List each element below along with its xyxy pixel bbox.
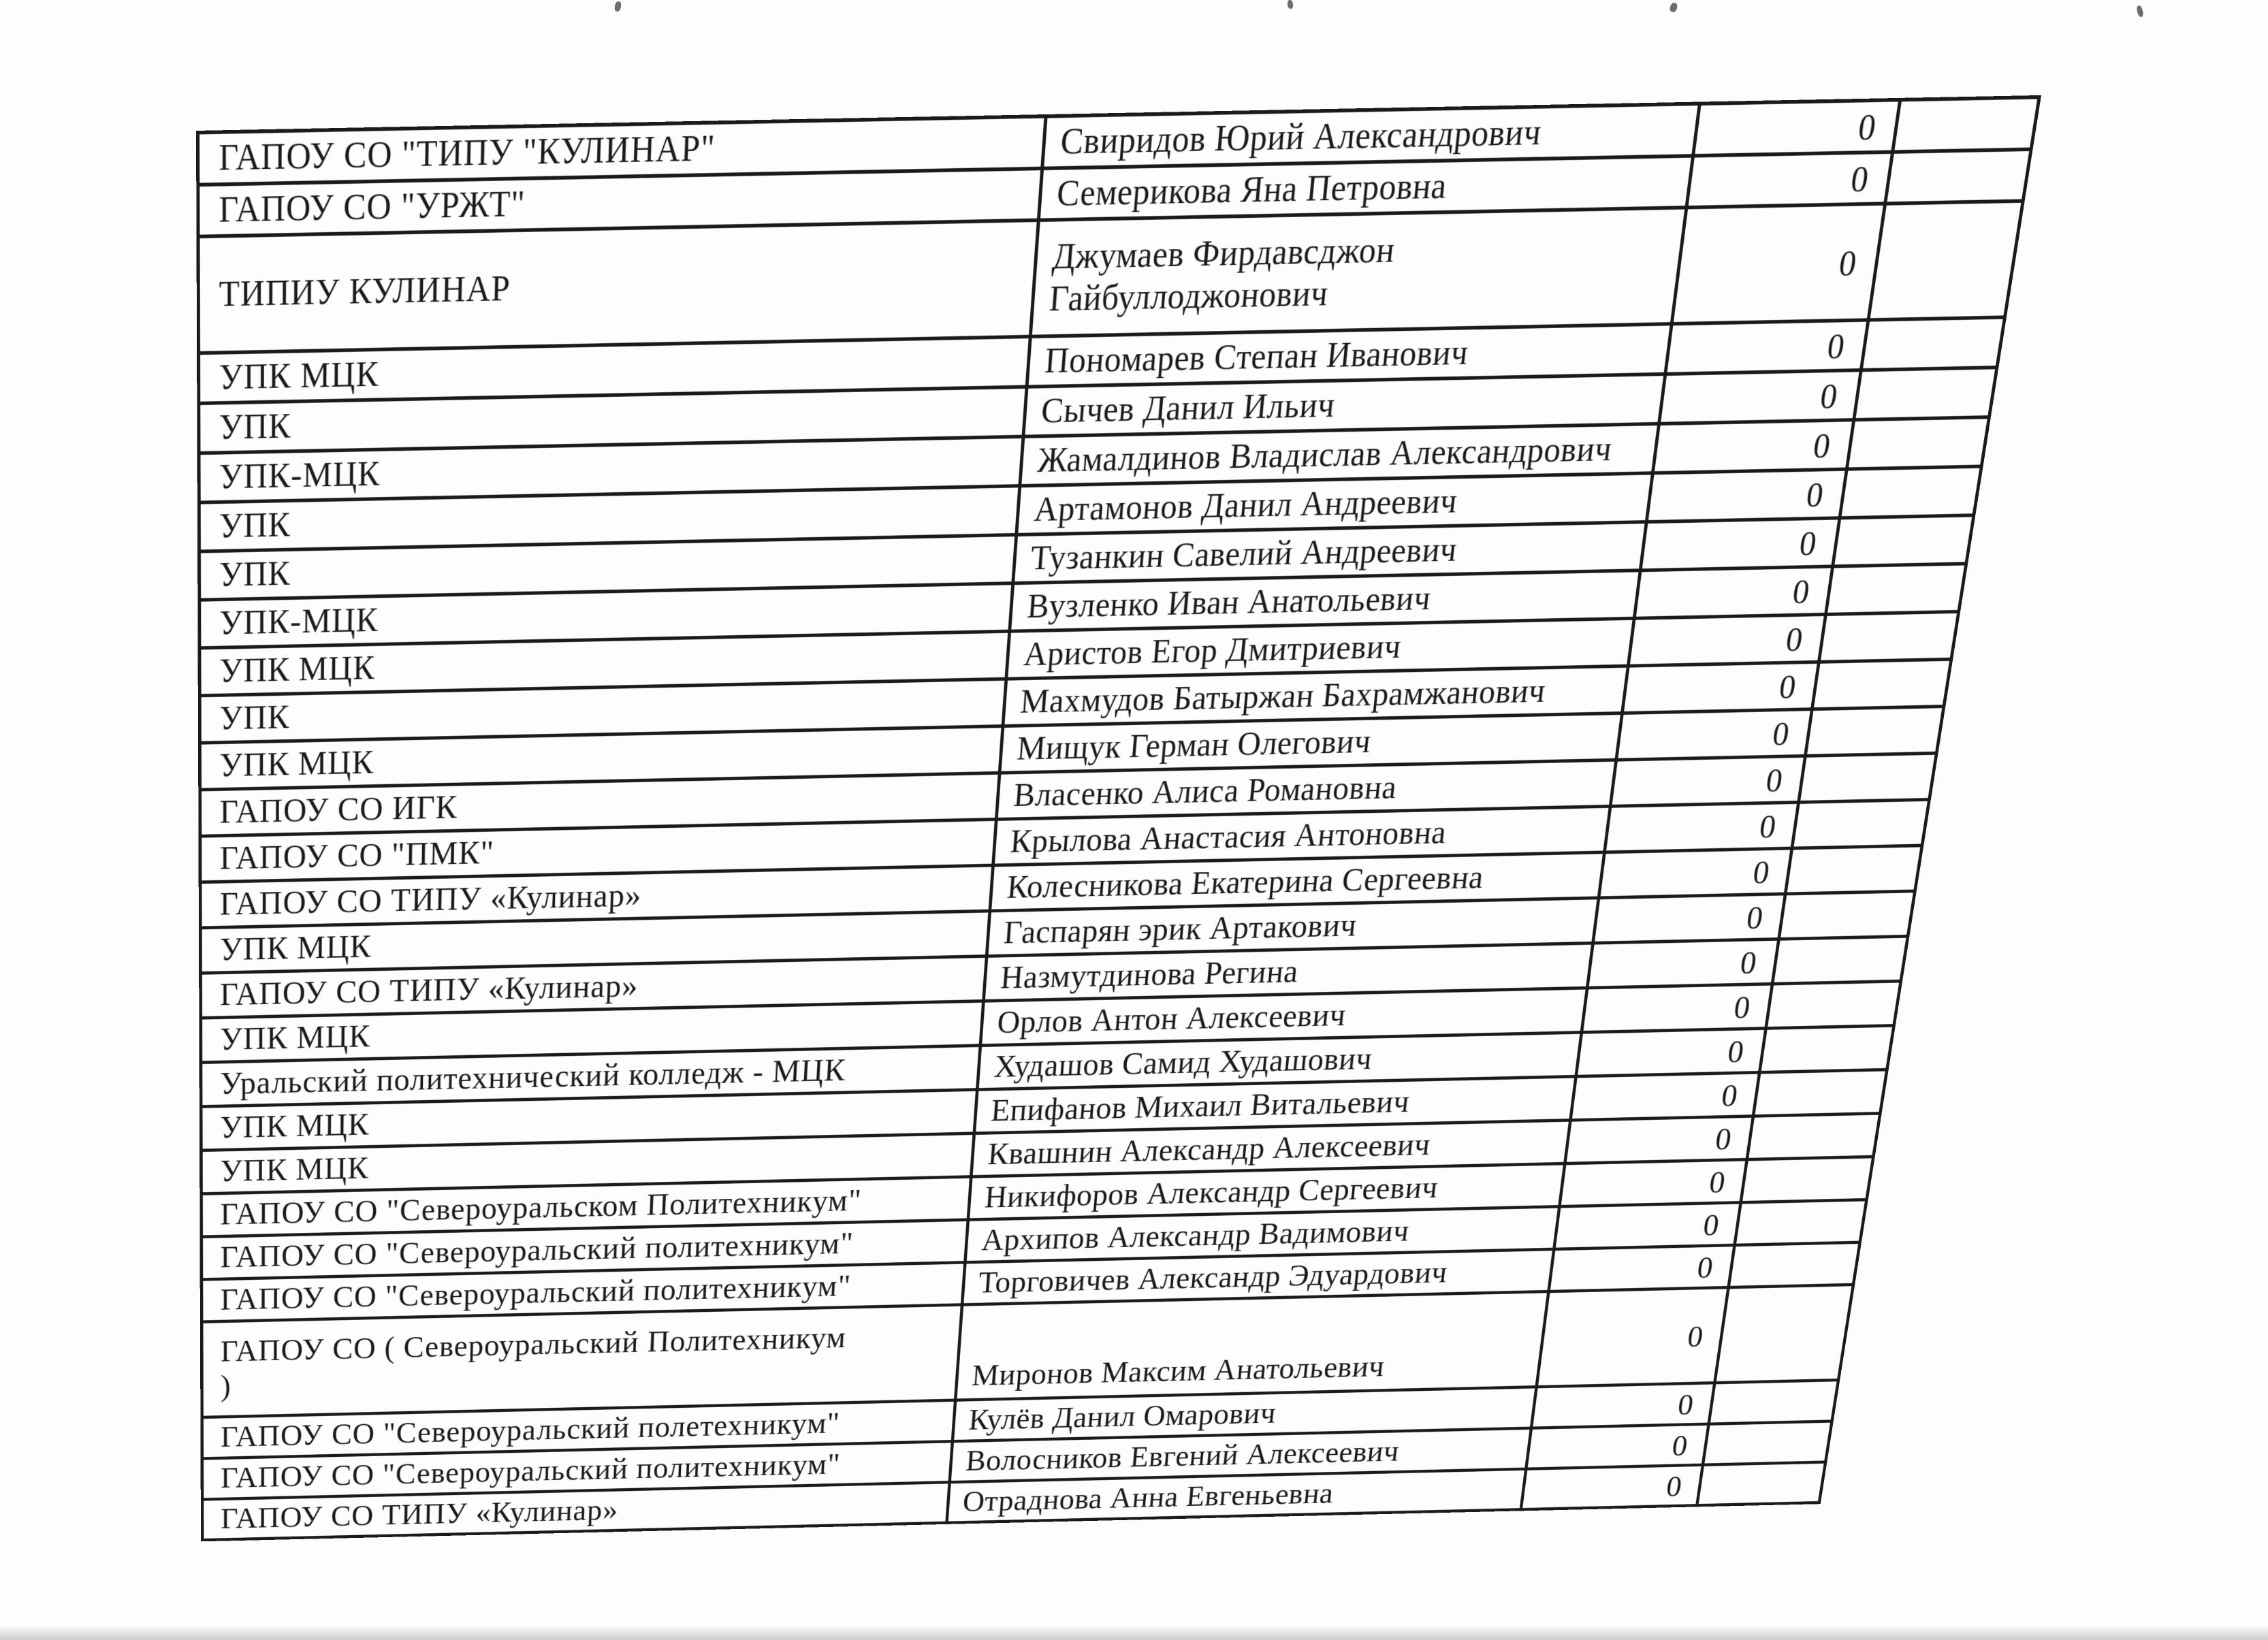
- scan-speck: [2136, 5, 2144, 17]
- empty-cell: [1833, 515, 1974, 566]
- score-cell: 0: [1559, 1159, 1746, 1206]
- organization-cell: ТИПИУ КУЛИНАР: [198, 220, 1038, 353]
- organization-cell: УПК: [199, 387, 1027, 453]
- empty-cell: [1709, 1380, 1838, 1424]
- empty-cell: [1785, 846, 1922, 894]
- participant-cell: Свиридов Юрий Александрович: [1042, 103, 1700, 168]
- score-cell: 0: [1521, 1465, 1703, 1510]
- score-cell: 0: [1646, 469, 1847, 522]
- empty-cell: [1799, 753, 1937, 802]
- participant-cell: Орлов Антон Алексеевич: [980, 988, 1587, 1046]
- scan-speck: [1669, 2, 1678, 13]
- participant-cell: Власенко Алиса Романовна: [996, 760, 1616, 819]
- score-cell: 0: [1565, 1116, 1753, 1163]
- empty-cell: [1703, 1421, 1832, 1465]
- participant-cell: Волосников Евгений Алексеевич: [950, 1428, 1531, 1483]
- empty-cell: [1792, 799, 1930, 848]
- organization-cell: ГАПОУ СО "ТИПУ "КУЛИНАР": [198, 116, 1047, 185]
- score-cell: 0: [1582, 984, 1772, 1032]
- organization-cell: ГАПОУ СО "Североуральский полетехникум": [202, 1400, 956, 1459]
- empty-cell: [1861, 317, 2005, 370]
- participant-cell: Архипов Александр Вадимович: [965, 1206, 1559, 1262]
- organization-cell: УПК МЦК: [199, 631, 1010, 696]
- organization-cell: ГАПОУ СО "Североуральский политехникум": [202, 1441, 953, 1499]
- empty-cell: [1840, 466, 1981, 518]
- score-cell: 0: [1616, 709, 1812, 760]
- organization-cell: УПК МЦК: [201, 1001, 984, 1062]
- score-cell: 0: [1554, 1202, 1740, 1249]
- participant-cell: Колесникова Екатерина Сергеевна: [990, 852, 1605, 911]
- organization-cell: УПК МЦК: [201, 1089, 977, 1150]
- score-cell: 0: [1665, 320, 1868, 374]
- participant-cell: Мищук Герман Олегович: [1000, 713, 1622, 773]
- participant-cell: Сычев Данил Ильич: [1023, 374, 1665, 436]
- score-cell: 0: [1659, 370, 1862, 424]
- table-body: [198, 97, 2040, 1540]
- empty-cell: [1779, 891, 1915, 939]
- scan-speck: [614, 1, 622, 12]
- score-cell: 0: [1652, 420, 1853, 473]
- organization-cell: УПК МЦК: [200, 911, 990, 973]
- organization-cell: УПК МЦК: [201, 1133, 974, 1194]
- score-cell: 0: [1537, 1287, 1729, 1387]
- empty-cell: [1759, 1025, 1894, 1072]
- participant-cell: Епифанов Михаил Витальевич: [974, 1076, 1576, 1133]
- empty-cell: [1885, 149, 2031, 204]
- score-cell: 0: [1672, 204, 1885, 324]
- participant-cell: Аристов Егор Дмитриевич: [1006, 618, 1634, 679]
- participant-cell: Назмутдинова Регина: [983, 943, 1593, 1001]
- organization-cell: ГАПОУ СО ТИПУ «Кулинар»: [200, 865, 993, 928]
- participant-cell: Семерикова Яна Петровна: [1038, 156, 1693, 220]
- score-cell: 0: [1599, 848, 1792, 898]
- participant-cell: Отраднова Анна Евгеньевна: [946, 1469, 1526, 1523]
- score-cell: 0: [1576, 1029, 1766, 1077]
- participant-cell: Никифоров Александр Сергеевич: [968, 1163, 1565, 1220]
- score-cell: 0: [1526, 1424, 1708, 1469]
- organization-cell: УПК-МЦК: [199, 583, 1013, 648]
- results-table: [196, 95, 2041, 1541]
- participant-cell: Худашов Самид Худашович: [977, 1032, 1582, 1089]
- empty-cell: [1893, 97, 2039, 152]
- score-cell: 0: [1693, 100, 1900, 156]
- participant-cell: Вузленко Иван Анатольевич: [1010, 570, 1640, 631]
- score-cell: 0: [1593, 894, 1786, 943]
- scan-bottom-shadow: [0, 1625, 2268, 1640]
- score-cell: 0: [1634, 566, 1832, 618]
- organization-cell: Уральский политехнический колледж - МЦК: [201, 1046, 980, 1107]
- participant-cell: Тузанкин Савелий Андреевич: [1013, 522, 1646, 583]
- empty-cell: [1847, 417, 1989, 469]
- empty-cell: [1812, 659, 1951, 709]
- organization-cell: ГАПОУ СО "ПМК": [200, 819, 996, 882]
- score-cell: 0: [1531, 1383, 1714, 1428]
- empty-cell: [1729, 1242, 1860, 1287]
- score-cell: 0: [1622, 662, 1819, 713]
- participant-cell: Артамонов Данил Андреевич: [1017, 473, 1653, 535]
- empty-cell: [1753, 1070, 1887, 1116]
- participant-cell: Махмудов Батыржан Бахрамжанович: [1003, 666, 1628, 726]
- score-cell: 0: [1587, 939, 1778, 988]
- empty-cell: [1825, 564, 1966, 615]
- organization-cell: УПК: [199, 679, 1006, 743]
- participant-cell: Торговичев Александр Эдуардович: [962, 1249, 1554, 1305]
- empty-cell: [1714, 1285, 1853, 1383]
- scan-speck: [1287, 0, 1294, 9]
- score-cell: 0: [1570, 1072, 1759, 1120]
- participant-cell: Крылова Анастасия Антоновна: [993, 806, 1611, 865]
- organization-cell: ГАПОУ СО "Североуральский политехникум": [202, 1262, 965, 1321]
- organization-cell: УПК МЦК: [199, 726, 1003, 790]
- empty-cell: [1819, 611, 1958, 662]
- empty-cell: [1735, 1200, 1867, 1245]
- participant-cell: Гаспарян эрик Артакович: [987, 898, 1599, 956]
- empty-cell: [1805, 707, 1944, 756]
- score-cell: 0: [1610, 756, 1805, 806]
- participant-cell: Квашнин Александр Алексеевич: [971, 1120, 1570, 1176]
- participant-cell: Пономарев Степан Иванович: [1027, 324, 1672, 387]
- organization-cell: УПК: [199, 534, 1017, 600]
- organization-cell: ГАПОУ СО ( Североуральский Политехникум ): [202, 1304, 962, 1417]
- empty-cell: [1868, 201, 2023, 320]
- organization-cell: УПК: [199, 486, 1020, 551]
- score-cell: 0: [1548, 1245, 1734, 1291]
- organization-cell: ГАПОУ СО ТИПУ «Кулинар»: [201, 956, 987, 1018]
- empty-cell: [1766, 981, 1901, 1028]
- empty-cell: [1854, 368, 1997, 420]
- score-cell: 0: [1628, 614, 1825, 666]
- participant-cell: Жамалдинов Владислав Александрович: [1020, 423, 1659, 485]
- empty-cell: [1747, 1113, 1881, 1159]
- organization-cell: ГАПОУ СО "Североуральский политехникум": [202, 1220, 968, 1280]
- empty-cell: [1772, 936, 1908, 984]
- empty-cell: [1697, 1462, 1825, 1506]
- organization-cell: УПК-МЦК: [199, 436, 1023, 502]
- organization-cell: ГАПОУ СО "Североуральском Политехникум": [202, 1176, 972, 1236]
- organization-cell: УПК МЦК: [199, 336, 1031, 403]
- participant-cell: Миронов Максим Анатольевич: [955, 1291, 1548, 1400]
- organization-cell: ГАПОУ СО ТИПУ «Кулинар»: [202, 1482, 950, 1540]
- score-cell: 0: [1604, 802, 1798, 852]
- table-skew-wrapper: [196, 95, 2038, 1541]
- participant-cell: Кулёв Данил Омарович: [953, 1387, 1537, 1441]
- organization-cell: ГАПОУ СО "УРЖТ": [198, 168, 1042, 236]
- empty-cell: [1741, 1157, 1874, 1202]
- score-cell: 0: [1687, 152, 1893, 208]
- organization-cell: ГАПОУ СО ИГК: [200, 773, 1000, 836]
- score-cell: 0: [1640, 518, 1840, 570]
- participant-cell: Джумаев Фирдавсджон Гайбуллоджонович: [1030, 208, 1687, 337]
